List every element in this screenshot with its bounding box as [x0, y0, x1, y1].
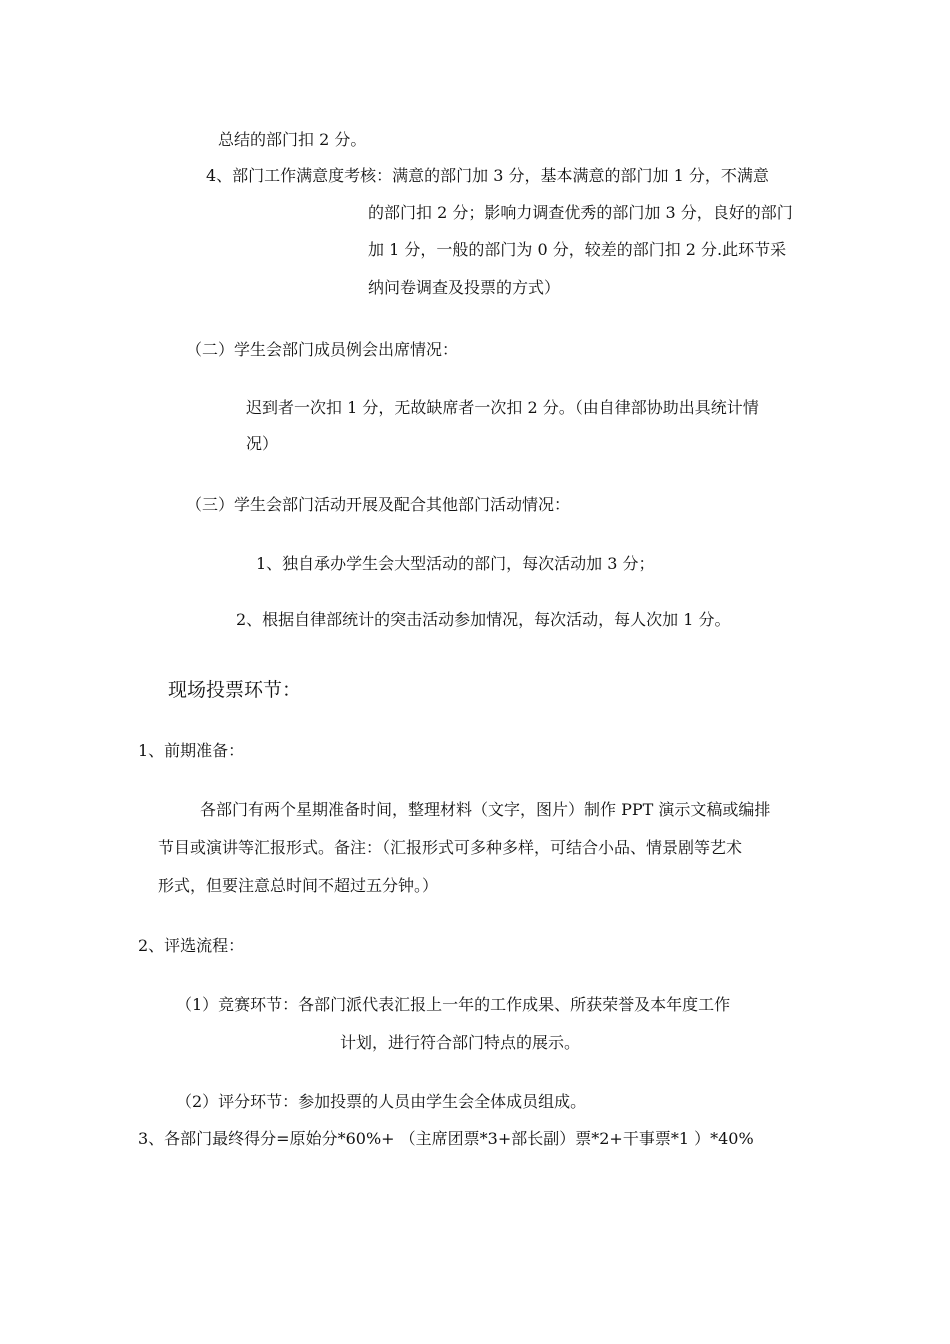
- paragraph-line: 纳问卷调查及投票的方式）: [368, 278, 561, 297]
- paragraph-line: 形式，但要注意总时间不超过五分钟。）: [158, 876, 439, 895]
- list-item-activity: 1、独自承办学生会大型活动的部门，每次活动加 3 分；: [256, 554, 655, 573]
- list-item-satisfaction: 4、部门工作满意度考核：满意的部门加 3 分，基本满意的部门加 1 分，不满意: [206, 166, 769, 185]
- paragraph-line: 加 1 分，一般的部门为 0 分，较差的部门扣 2 分.此环节采: [368, 240, 787, 259]
- subsection-heading-process: 2、评选流程：: [138, 936, 245, 955]
- paragraph-line: 计划，进行符合部门特点的展示。: [340, 1033, 581, 1052]
- paragraph-line: 的部门扣 2 分；影响力调查优秀的部门加 3 分，良好的部门: [368, 203, 793, 222]
- paragraph-line: 节目或演讲等汇报形式。备注：（汇报形式可多种多样，可结合小品、情景剧等艺术: [158, 838, 743, 857]
- paragraph-line: 总结的部门扣 2 分。: [218, 130, 367, 149]
- list-item-activity: 2、根据自律部统计的突击活动参加情况，每次活动，每人次加 1 分。: [236, 610, 731, 629]
- list-item-competition: （1）竞赛环节：各部门派代表汇报上一年的工作成果、所获荣誉及本年度工作: [176, 995, 731, 1014]
- paragraph-line: 各部门有两个星期准备时间，整理材料（文字，图片）制作 PPT 演示文稿或编排: [200, 800, 771, 819]
- section-title-voting: 现场投票环节：: [168, 679, 302, 701]
- section-heading-attendance: （二）学生会部门成员例会出席情况：: [186, 340, 459, 359]
- paragraph-line: 迟到者一次扣 1 分，无故缺席者一次扣 2 分。（由自律部协助出具统计情: [246, 398, 759, 417]
- paragraph-line: 况）: [246, 434, 279, 453]
- subsection-heading-prep: 1、前期准备：: [138, 741, 245, 760]
- score-formula: 3、各部门最终得分=原始分*60%+ （主席团票*3+部长副）票*2+干事票*1 ）*40%: [138, 1129, 754, 1148]
- section-heading-activities: （三）学生会部门活动开展及配合其他部门活动情况：: [186, 495, 571, 514]
- list-item-scoring: （2）评分环节：参加投票的人员由学生会全体成员组成。: [176, 1092, 587, 1111]
